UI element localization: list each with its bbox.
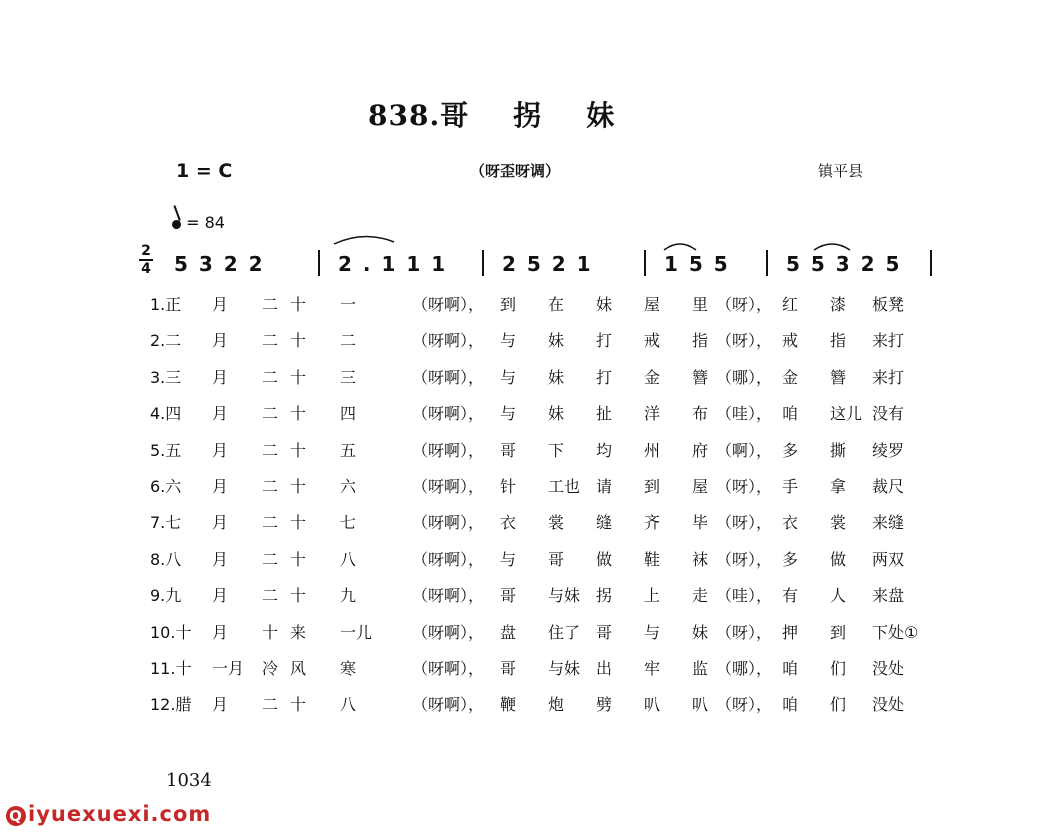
lyric-word: 月 xyxy=(212,586,229,606)
lyric-word: 做 xyxy=(830,549,847,569)
lyric-word: 十 xyxy=(290,295,307,314)
time-signature-top: 2 xyxy=(141,243,151,259)
lyric-word: 9.九 xyxy=(150,586,182,606)
lyric-word: 来打 xyxy=(872,331,905,351)
measure-1: 5 3 2 2 xyxy=(174,252,265,276)
lyric-word: 八 xyxy=(340,549,357,569)
lyric-word: 齐 xyxy=(644,513,661,533)
lyric-word: 裳 xyxy=(830,513,847,533)
lyric-word: 二 xyxy=(262,477,279,496)
lyric-word: 月 xyxy=(212,331,229,351)
lyric-word: 出 xyxy=(596,659,613,678)
lyric-word: 劈 xyxy=(596,695,613,715)
lyric-word: 妹 xyxy=(548,404,565,424)
lyric-word: 与妹 xyxy=(548,659,581,678)
title-separator: . xyxy=(429,99,441,132)
lyric-word: 十 xyxy=(290,549,307,569)
lyric-word: （呀啊）， xyxy=(412,695,485,715)
lyric-word: 住了 xyxy=(548,622,581,642)
lyric-word: 屋 xyxy=(692,477,709,496)
lyric-word: 十 xyxy=(290,477,307,496)
lyric-word: 到 xyxy=(500,295,517,314)
watermark-logo-icon: Q xyxy=(6,806,26,826)
key-signature: 1 = C xyxy=(176,160,233,182)
lyric-word: 哥 xyxy=(500,440,517,460)
lyric-word: （呀）， xyxy=(716,331,773,351)
lyric-word: （呀）， xyxy=(716,477,773,496)
lyric-word: 冷 xyxy=(262,659,279,678)
lyric-word: 七 xyxy=(340,513,357,533)
tune-name: （呀歪呀调） xyxy=(470,162,561,180)
lyric-word: 没有 xyxy=(872,404,905,424)
lyric-word: 手 xyxy=(782,477,799,496)
lyric-word: （呀）， xyxy=(716,295,773,314)
lyric-word: 哥 xyxy=(596,622,613,642)
lyric-word: 4.四 xyxy=(150,404,182,424)
lyric-word: 7.七 xyxy=(150,513,182,533)
lyric-word: 二 xyxy=(262,513,279,533)
lyric-word: 裁尺 xyxy=(872,477,905,496)
lyric-word: 们 xyxy=(830,695,847,715)
lyric-word: 二 xyxy=(262,586,279,606)
lyric-word: 风 xyxy=(290,659,307,678)
lyric-word: 月 xyxy=(212,549,229,569)
lyric-word: 8.八 xyxy=(150,549,182,569)
lyric-word: 缝 xyxy=(596,513,613,533)
lyric-word: 多 xyxy=(782,549,799,569)
lyric-word: 打 xyxy=(596,331,613,351)
lyric-word: （呀）， xyxy=(716,513,773,533)
slur-mark-3 xyxy=(810,236,854,252)
place-name: 镇平县 xyxy=(818,162,864,180)
lyric-word: 二 xyxy=(262,295,279,314)
lyric-word: 金 xyxy=(782,367,799,387)
measure-3: 2 5 2 1 xyxy=(502,252,593,276)
lyric-word: 屋 xyxy=(644,295,661,314)
lyric-word: 妹 xyxy=(596,295,613,314)
lyric-word: 炮 xyxy=(548,695,565,715)
lyric-word: 十 xyxy=(290,695,307,715)
lyric-word: 漆 xyxy=(830,295,847,314)
lyric-word: 簪 xyxy=(830,367,847,387)
lyric-word: 月 xyxy=(212,513,229,533)
lyric-word: 月 xyxy=(212,622,229,642)
lyric-word: 两双 xyxy=(872,549,905,569)
lyric-word: 妹 xyxy=(548,367,565,387)
lyric-word: 在 xyxy=(548,295,565,314)
title-word-3: 妹 xyxy=(586,99,616,132)
time-signature-bottom: 4 xyxy=(141,261,151,277)
lyric-word: 与 xyxy=(500,331,517,351)
lyric-word: （呀）， xyxy=(716,622,773,642)
lyric-word: （呀啊）， xyxy=(412,440,485,460)
lyric-word: 哥 xyxy=(548,549,565,569)
lyric-word: 十 xyxy=(290,586,307,606)
lyric-word: （呀啊）， xyxy=(412,477,485,496)
lyric-word: 十 xyxy=(290,331,307,351)
title-word-2: 拐 xyxy=(513,99,543,132)
lyric-word: （哇）， xyxy=(716,404,773,424)
lyric-word: 与妹 xyxy=(548,586,581,606)
lyric-word: 11.十 xyxy=(150,659,192,678)
quarter-note-icon xyxy=(171,219,183,231)
lyric-word: 哥 xyxy=(500,659,517,678)
lyric-word: 做 xyxy=(596,549,613,569)
lyric-word: 这儿 xyxy=(830,404,863,424)
lyric-word: （呀）， xyxy=(716,695,773,715)
lyric-word: 1.正 xyxy=(150,295,182,314)
lyric-word: 鞋 xyxy=(644,549,661,569)
lyric-word: 布 xyxy=(692,404,709,424)
lyric-word: 二 xyxy=(262,695,279,715)
measure-2: 2 . 1 1 1 xyxy=(338,252,448,276)
lyric-word: 五 xyxy=(340,440,357,460)
lyric-word: 均 xyxy=(596,440,613,460)
lyric-word: 10.十 xyxy=(150,622,192,642)
lyric-word: 到 xyxy=(830,622,847,642)
lyric-word: 十 xyxy=(290,440,307,460)
lyric-word: 州 xyxy=(644,440,661,460)
lyric-word: 没处 xyxy=(872,659,905,678)
lyric-word: 与 xyxy=(500,549,517,569)
lyric-word: 衣 xyxy=(782,513,799,533)
title-word-1: 哥 xyxy=(440,99,470,132)
lyric-word: 毕 xyxy=(692,513,709,533)
lyric-word: 拿 xyxy=(830,477,847,496)
lyric-word: （啊）， xyxy=(716,440,773,460)
lyric-word: 押 xyxy=(782,622,799,642)
lyric-word: （呀啊）， xyxy=(412,586,485,606)
lyric-word: 咱 xyxy=(782,695,799,715)
lyric-word: （呀啊）， xyxy=(412,367,485,387)
measure-5: 5 5 3 2 5 xyxy=(786,252,902,276)
lyric-word: 二 xyxy=(262,367,279,387)
lyric-word: 十 xyxy=(290,367,307,387)
lyric-word: 3.三 xyxy=(150,367,182,387)
lyric-word: 盘 xyxy=(500,622,517,642)
lyric-word: 有 xyxy=(782,586,799,606)
lyric-word: 月 xyxy=(212,477,229,496)
lyric-word: 与 xyxy=(500,404,517,424)
lyric-word: 下处① xyxy=(872,622,919,642)
lyric-word: 绫罗 xyxy=(872,440,905,460)
lyric-word: （哇）， xyxy=(716,586,773,606)
lyric-word: 裳 xyxy=(548,513,565,533)
lyric-word: 针 xyxy=(500,477,517,496)
lyric-word: 月 xyxy=(212,695,229,715)
lyric-word: 月 xyxy=(212,295,229,314)
lyric-word: 衣 xyxy=(500,513,517,533)
lyric-word: 与 xyxy=(644,622,661,642)
lyric-word: 人 xyxy=(830,586,847,606)
lyric-word: 一儿 xyxy=(340,622,373,642)
lyric-word: （呀啊）， xyxy=(412,513,485,533)
lyric-word: 咱 xyxy=(782,404,799,424)
slur-mark-2 xyxy=(660,236,700,252)
lyric-word: 二 xyxy=(340,331,357,351)
page-number: 1034 xyxy=(166,770,212,791)
lyric-word: 到 xyxy=(644,477,661,496)
lyric-word: 洋 xyxy=(644,404,661,424)
watermark xyxy=(6,802,211,826)
lyric-word: （呀啊）， xyxy=(412,622,485,642)
lyric-word: 府 xyxy=(692,440,709,460)
lyric-word: 撕 xyxy=(830,440,847,460)
lyric-word: 板凳 xyxy=(872,295,905,314)
lyric-word: 十 xyxy=(262,622,279,642)
lyric-word: 们 xyxy=(830,659,847,678)
lyric-word: 与 xyxy=(500,367,517,387)
lyric-word: 月 xyxy=(212,404,229,424)
lyric-word: 鞭 xyxy=(500,695,517,715)
song-title xyxy=(368,94,615,134)
lyric-word: （呀啊）， xyxy=(412,331,485,351)
lyric-word: （哪）， xyxy=(716,367,773,387)
lyric-word: 来打 xyxy=(872,367,905,387)
lyric-word: 里 xyxy=(692,295,709,314)
lyric-word: 咱 xyxy=(782,659,799,678)
lyric-word: 指 xyxy=(692,331,709,351)
lyric-word: 二 xyxy=(262,440,279,460)
lyric-word: 监 xyxy=(692,659,709,678)
tempo-marking xyxy=(172,213,225,232)
lyric-word: 妹 xyxy=(548,331,565,351)
tempo-value: = 84 xyxy=(186,213,225,232)
lyric-word: 四 xyxy=(340,404,357,424)
slur-mark xyxy=(330,228,400,248)
lyric-word: 工也 xyxy=(548,477,581,496)
lyric-word: 6.六 xyxy=(150,477,182,496)
lyric-word: 戒 xyxy=(782,331,799,351)
lyric-word: 拐 xyxy=(596,586,613,606)
lyric-word: （呀啊）， xyxy=(412,295,485,314)
lyric-word: 请 xyxy=(596,477,613,496)
lyric-word: 12.腊 xyxy=(150,695,192,715)
lyric-word: 一 xyxy=(340,295,357,314)
lyric-word: 多 xyxy=(782,440,799,460)
time-signature xyxy=(139,244,153,276)
lyric-word: 来盘 xyxy=(872,586,905,606)
lyric-word: 叭 xyxy=(692,695,709,715)
lyric-word: 妹 xyxy=(692,622,709,642)
lyric-word: （哪）， xyxy=(716,659,773,678)
lyric-word: 走 xyxy=(692,586,709,606)
lyric-word: 下 xyxy=(548,440,565,460)
lyric-word: 扯 xyxy=(596,404,613,424)
lyric-word: （呀啊）， xyxy=(412,549,485,569)
lyric-word: 二 xyxy=(262,404,279,424)
lyric-word: 一月 xyxy=(212,659,245,678)
lyric-word: 红 xyxy=(782,295,799,314)
lyric-word: 二 xyxy=(262,549,279,569)
lyric-word: 来 xyxy=(290,622,307,642)
lyric-word: 月 xyxy=(212,440,229,460)
lyric-word: 簪 xyxy=(692,367,709,387)
lyric-word: 九 xyxy=(340,586,357,606)
lyric-word: （呀啊）， xyxy=(412,659,485,678)
lyric-word: 2.二 xyxy=(150,331,182,351)
lyric-word: 戒 xyxy=(644,331,661,351)
lyric-word: 十 xyxy=(290,513,307,533)
lyric-word: 哥 xyxy=(500,586,517,606)
watermark-text: iyuexuexi.com xyxy=(28,802,212,826)
lyric-word: 寒 xyxy=(340,659,357,678)
lyric-word: 没处 xyxy=(872,695,905,715)
lyric-word: 六 xyxy=(340,477,357,496)
lyric-word: 5.五 xyxy=(150,440,182,460)
measure-4: 1 5 5 xyxy=(664,252,730,276)
lyric-word: 来缝 xyxy=(872,513,905,533)
lyric-word: 上 xyxy=(644,586,661,606)
lyric-word: 二 xyxy=(262,331,279,351)
lyric-word: （呀）， xyxy=(716,549,773,569)
song-number: 838 xyxy=(368,99,430,132)
lyric-word: 金 xyxy=(644,367,661,387)
lyric-word: 月 xyxy=(212,367,229,387)
lyric-word: 牢 xyxy=(644,659,661,678)
lyric-word: 指 xyxy=(830,331,847,351)
lyric-word: 叭 xyxy=(644,695,661,715)
lyric-word: 三 xyxy=(340,367,357,387)
lyric-word: （呀啊）， xyxy=(412,404,485,424)
lyric-word: 打 xyxy=(596,367,613,387)
lyric-word: 十 xyxy=(290,404,307,424)
lyric-word: 袜 xyxy=(692,549,709,569)
lyric-word: 八 xyxy=(340,695,357,715)
